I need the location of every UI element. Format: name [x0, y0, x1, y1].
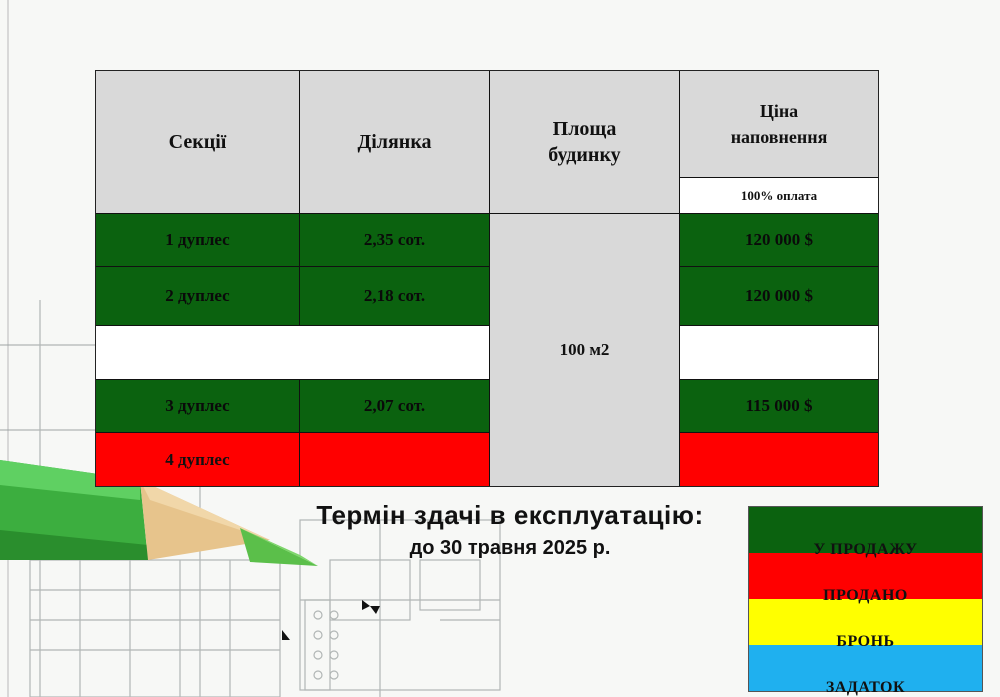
header-price-sub: 100% оплата: [680, 178, 878, 213]
legend-sold-label: ПРОДАНО: [823, 587, 908, 604]
house-area-cell: 100 м2: [490, 214, 679, 486]
legend-sold: [749, 553, 982, 604]
row-empty-price: [680, 326, 878, 379]
row-1-price: 120 000 $: [680, 214, 878, 266]
row-4-plot: [300, 433, 489, 486]
legend-deposit-label: ЗАДАТОК: [825, 679, 906, 696]
row-3-price: 115 000 $: [680, 380, 878, 432]
row-4-price: [680, 433, 878, 486]
legend-deposit: [749, 645, 982, 696]
row-4-section: 4 дуплес: [96, 433, 299, 486]
completion-term-title: Термін здачі в експлуатацію:: [316, 500, 704, 530]
row-2-plot: 2,18 сот.: [300, 267, 489, 325]
row-2-price: 120 000 $: [680, 267, 878, 325]
status-legend: [748, 506, 983, 696]
row-3-section: 3 дуплес: [96, 380, 299, 432]
legend-available: [749, 507, 982, 558]
row-empty-section: [96, 326, 489, 379]
header-plot: Ділянка: [300, 71, 489, 213]
completion-term-date: до 30 травня 2025 р.: [409, 537, 611, 559]
row-1-section: 1 дуплес: [96, 214, 299, 266]
pricing-table: [95, 70, 879, 487]
row-1-plot: 2,35 сот.: [300, 214, 489, 266]
header-house-area: Площа будинку: [490, 71, 679, 213]
legend-available-label: У ПРОДАЖУ: [813, 541, 918, 558]
header-sections: Секції: [96, 71, 299, 213]
row-3-plot: 2,07 сот.: [300, 380, 489, 432]
legend-reserved: [749, 599, 982, 650]
row-2-section: 2 дуплес: [96, 267, 299, 325]
header-price: Ціна наповнення: [680, 71, 878, 177]
legend-reserved-label: БРОНЬ: [836, 633, 895, 650]
